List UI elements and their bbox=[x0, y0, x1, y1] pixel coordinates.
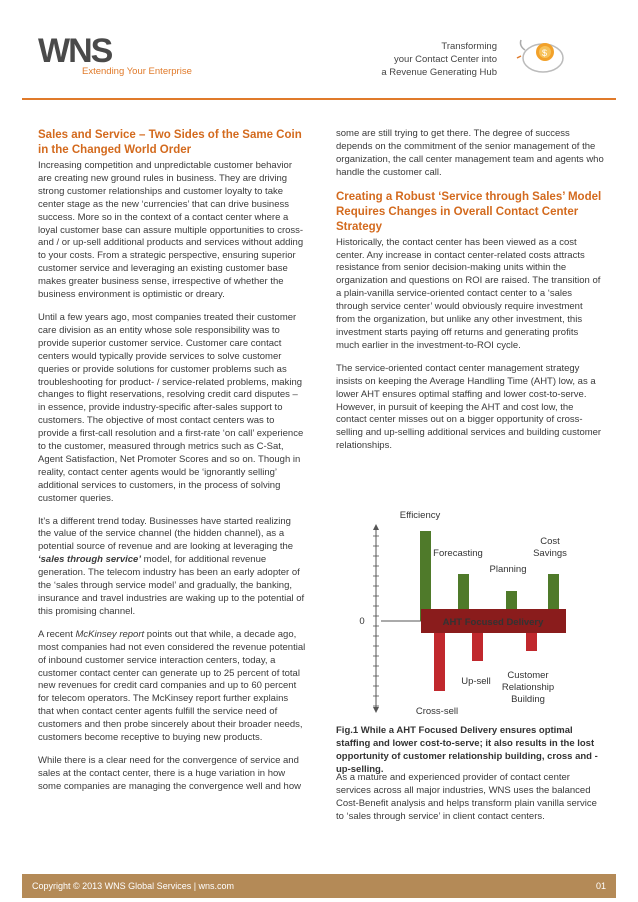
figure-caption: Fig.1 While a AHT Focused Delivery ensures optimal staffing and lower cost-to-serve; it also results in the lost opportunity of customer relationship building, cross and -up-selling. bbox=[336, 725, 598, 775]
logo-wordmark: WNS bbox=[38, 32, 112, 70]
aht-chart bbox=[336, 506, 604, 724]
tagline-line: your Contact Center into bbox=[394, 54, 497, 65]
tagline-line: a Revenue Generating Hub bbox=[381, 67, 497, 78]
section-heading: Creating a Robust ‘Service through Sales’ Model Requires Changes in Overall Contact Center Strategy bbox=[336, 190, 602, 233]
right-column bbox=[336, 128, 604, 463]
bar-label: Up-sell bbox=[461, 676, 491, 687]
svg-text:$: $ bbox=[542, 48, 548, 58]
paragraph: some are still trying to get there. The degree of success depends on the commitment of the senior management of the organization, the call center management team and agents who handle the customer call. bbox=[336, 128, 604, 178]
paragraph: Increasing competition and unpredictable customer behavior are creating new ground rules in business. They are driving strong customer relationships and customer loyalty to take center stage as the new ‘currencies’ that can drive business success. More so in the context of a contact center where a loyal customer base can assure multiple opportunities to cross- and / or up-sell additional products and services without adding to your costs. From a strategic perspective, ensuring superior customer service and leveraging an existing customer base makes greater business sense, irrespective of whether the business environment is optimistic or dreary. bbox=[38, 160, 304, 301]
page-footer bbox=[22, 874, 616, 898]
axis-arrow-up bbox=[373, 524, 379, 530]
bar-label: Customer Relationship Building bbox=[501, 670, 555, 705]
section-heading: Sales and Service – Two Sides of the Same Coin in the Changed World Order bbox=[38, 129, 302, 156]
paragraph: The service-oriented contact center management strategy insists on keeping the Average Handling Time (AHT) low, as a lower AHT ensures optimal staffing and lower cost-to-serve. However, in pursuit of keeping the AHT and cost low, the contact center misses out on a bigger opportunity of cross-selling and up-selling additional services and building customer relationships. bbox=[336, 362, 602, 452]
copyright-text: Copyright © 2013 WNS Global Services | wns.com bbox=[32, 881, 235, 891]
wns-logo bbox=[38, 32, 192, 77]
text-run: points out that while, a decade ago, most companies had not even considered the revenue potential of inbound customer service interaction centers, today, a customer contact center can generate up to 25 percent of total new revenues for credit card companies and up to 60 percent for telecom operators. The McKinsey report further explains that when contact center agents fulfill the service need of customers and then probe sincerely about their broader needs, customers become receptive to buying new products. bbox=[38, 628, 306, 744]
paragraph: While there is a clear need for the convergence of service and sales at the contact center, there is a huge variation in how some companies are managing the convergence well and how bbox=[38, 754, 301, 792]
bar-positive bbox=[420, 531, 431, 621]
text-run: A recent bbox=[38, 628, 76, 640]
emphasis-text: McKinsey report bbox=[75, 628, 145, 640]
text-run: model, for additional revenue generation. The telecom industry has been an early adopter of the ‘sales through service model’ and gradually, the banking, insurance and travel industries are waking up to the potential of this promising channel. bbox=[38, 554, 305, 617]
paragraph: As a mature and experienced provider of contact center services across all major industries, WNS uses the balanced Cost-Benefit analysis and helps transform plain vanilla service to ‘sales through service’ in client contact centers. bbox=[336, 772, 597, 822]
center-band-label: AHT Focused Delivery bbox=[442, 617, 544, 628]
paragraph: Historically, the contact center has been viewed as a cost center. Any increase in contact center-related costs attracts resistance from senior decision-making units within the organization and questions on ROI are raised. The transition of a plain-vanilla service-oriented contact center to a ‘sales through service center’ would obviously require investment from the organization, but unlike any other investment, this investment starts paying off returns and generating profits much earlier in the investment-to-ROI cycle. bbox=[336, 236, 601, 351]
logo-tagline: Extending Your Enterprise bbox=[82, 66, 192, 77]
paragraph bbox=[38, 516, 306, 619]
axis-arrow-down bbox=[373, 707, 379, 713]
page-number: 01 bbox=[595, 881, 606, 891]
tagline-line: Transforming bbox=[441, 41, 497, 52]
emphasis-text: ‘sales through service’ bbox=[38, 554, 141, 566]
header-tagline bbox=[381, 40, 497, 79]
text-run: It’s a different trend today. Businesses have started realizing the value of the service channel (the hidden channel), as a potential source of revenue and are looking at leveraging the bbox=[38, 515, 294, 553]
bar-label: Cross-sell bbox=[415, 706, 459, 717]
bar-label: Planning bbox=[489, 564, 527, 575]
bar-label: Cost Savings bbox=[533, 536, 567, 559]
piggy-bank-icon bbox=[515, 30, 569, 80]
page-header bbox=[0, 0, 638, 98]
bar-label: Efficiency bbox=[399, 510, 441, 521]
left-column bbox=[38, 128, 306, 804]
bar-label: Forecasting bbox=[433, 548, 483, 559]
paragraph: Until a few years ago, most companies treated their customer care division as an entity whose sole responsibility was to provide superior customer service. Customer care contact centers would typically provide services to solve customer queries or provide solutions for customer problems such as troubleshooting for product- / service-related problems, making changes to flight reservations, resolving credit card disputes – in essence, provide industry-specific after-sales support to customers. The objective of most contact centers was to provide a first-call resolution and a first-rate ‘on call’ experience to the customer, measured through metrics such as C-Sat, Agent Satisfaction, Net Promoter Scores and so on. Though in reality, contact center agents would be ‘ignorantly selling’ additional services to customers, in the process of solving customer queries. bbox=[38, 311, 304, 504]
axis-zero-label: 0 bbox=[359, 616, 365, 627]
paragraph bbox=[38, 629, 306, 745]
header-rule bbox=[22, 98, 616, 100]
